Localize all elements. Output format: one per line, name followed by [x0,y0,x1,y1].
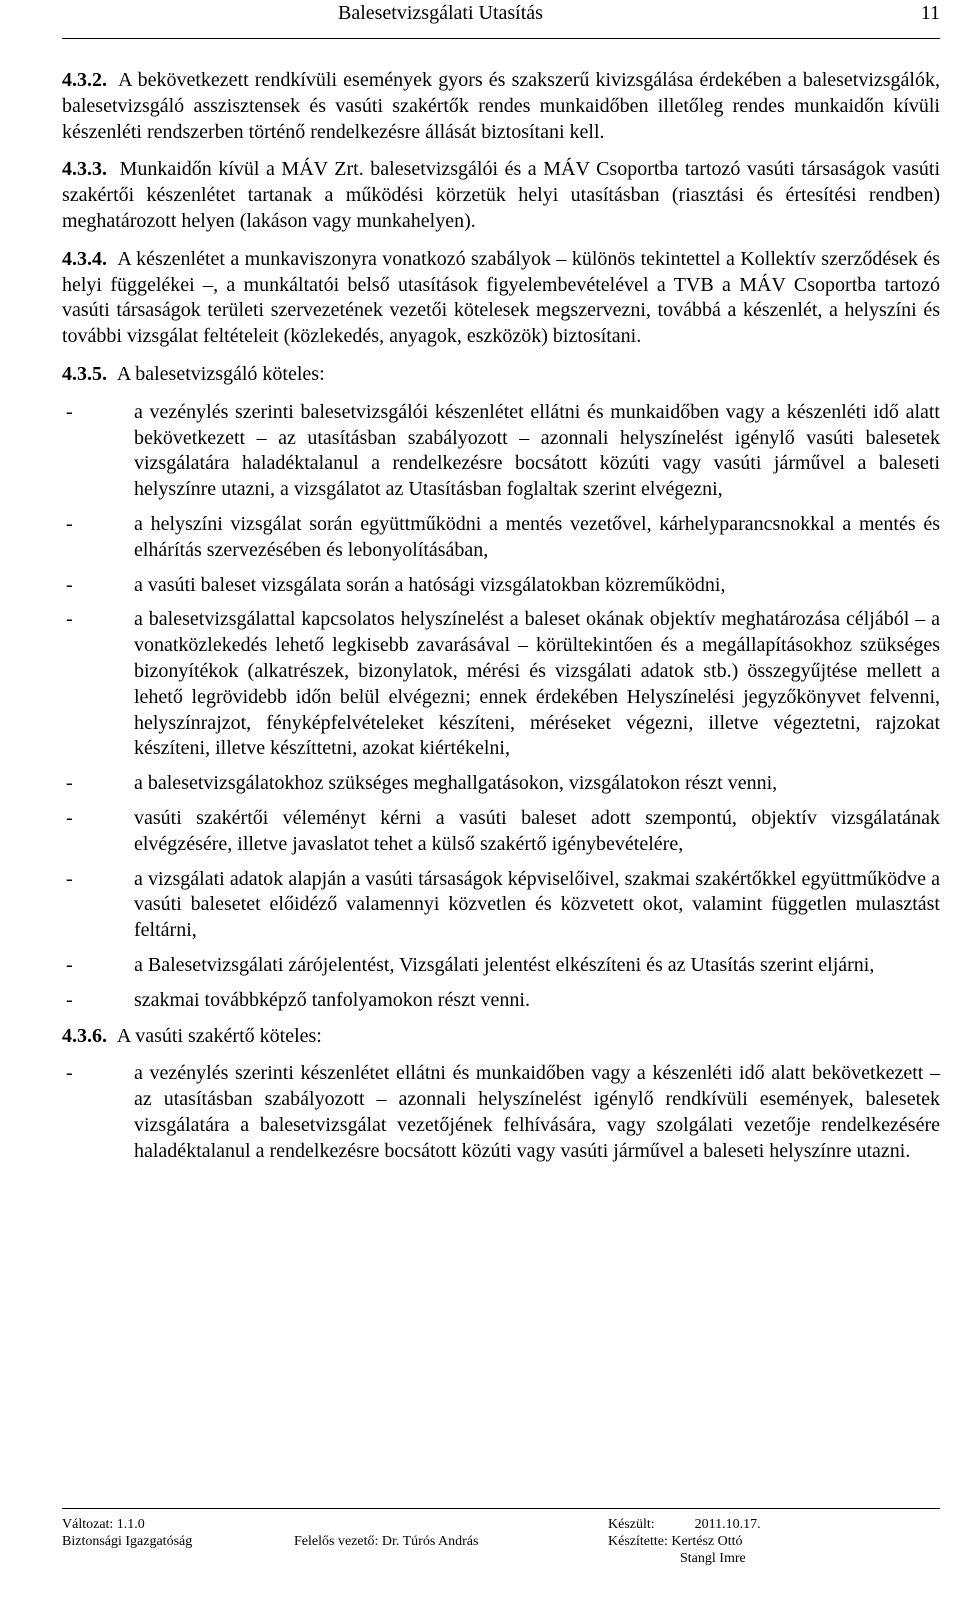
dash-bullet: - [66,867,73,890]
section-number: 4.3.5. [62,362,107,385]
author-label: Készítette: Kertész Ottó [608,1534,743,1549]
list-item-text: a vezénylés szerinti készenlétet ellátni és munkaidőben vagy a készenléti idő alatt bekövetkezett – az utasításban szabályozott – azonnali helyszínelést igénylő rendkívüli események, balesetek vizsgálatára a balesetvizsgálat vezetőjének felhívására, vagy szolgálati vezetője rendelkezésére haladéktalanul a rendelkezésre bocsátott közúti vagy vasúti járművel a baleseti helyszínre utazni. [134,1062,940,1162]
list-item [62,512,940,564]
version-label: Változat: 1.1.0 [62,1517,145,1532]
author-second: Stangl Imre [680,1551,746,1566]
responsible-person: Felelős vezető: Dr. Túrós András [294,1534,479,1549]
created-date: 2011.10.17. [694,1517,761,1532]
department-name: Biztonsági Igazgatóság [62,1534,193,1549]
duties-list-vasuti-szakerto [62,1061,940,1164]
footer-left [62,1516,192,1550]
duties-list-balesetvizsgalo [62,400,940,1014]
list-item-text: a balesetvizsgálattal kapcsolatos helyszínelést a baleset okának objektív meghatározása céljából – a vonatközlekedés lehető legkisebb zavarásával – körültekintően és a megállapításokhoz szükséges bizonyítékok (alkatrészek, bizonylatok, mérési és vizsgálati adatok stb.) összegyűjtése mellett a lehető legrövidebb időn belül elvégezni; ennek érdekében Helyszínelési jegyzőkönyvet felvenni, helyszínrajzot, fényképfelvételeket készíteni, méréseket végezni, illetve végeztetni, rajzokat készíteni, illetve készíttetni, azokat kiértékelni, [134,608,940,760]
document-body [62,68,940,1174]
section-4-3-5 [62,362,940,388]
dash-bullet: - [66,573,73,596]
section-text: Munkaidőn kívül a MÁV Zrt. balesetvizsgálói és a MÁV Csoportba tartozó vasúti társaságok vasúti szakértői készenlétet tartanak a működési körzetük helyi utasításban (riasztási és értesítési rendben) meghatározott helyen (lakáson vagy munkahelyen). [62,158,941,232]
list-item-text: a vizsgálati adatok alapján a vasúti társaságok képviselőivel, szakmai szakértőkkel együttműködve a vasúti balesetet előidéző valamennyi közvetlen és közvetett okot, valamint független mulasztást feltárni, [134,867,940,942]
section-number: 4.3.4. [62,247,107,270]
section-number: 4.3.6. [62,1024,107,1047]
section-text: A balesetvizsgáló köteles: [116,362,325,385]
section-text: A bekövetkezett rendkívüli események gyors és szakszerű kivizsgálása érdekében a balesetvizsgálók, balesetvizsgáló asszisztensek és vasúti szakértők rendes munkaidőben illetőleg rendes munkaidőn kívüli készenléti rendszerben történő rendelkezésre állását biztosítani kell. [62,69,940,143]
footer-center [294,1533,478,1550]
list-item-text: a helyszíni vizsgálat során együttműködni a mentés vezetővel, kárhelyparancsnokkal a mentés és elhárítás szervezésében és lebonyolításában, [134,512,940,561]
list-item [62,806,940,858]
dash-bullet: - [66,988,73,1011]
dash-bullet: - [66,512,73,535]
section-4-3-2 [62,68,940,145]
document-title: Balesetvizsgálati Utasítás [338,2,543,24]
list-item-text: a vasúti baleset vizsgálata során a hatósági vizsgálatokban közreműködni, [134,573,726,596]
list-item-text: szakmai továbbképző tanfolyamokon részt venni. [134,988,530,1011]
list-item [62,953,940,979]
created-row [608,1516,761,1533]
section-4-3-6 [62,1024,940,1050]
dash-bullet: - [66,806,73,829]
dash-bullet: - [66,1062,73,1085]
list-item-text: a vezénylés szerinti balesetvizsgálói készenlétet ellátni és munkaidőben vagy a készenléti idő alatt bekövetkezett – az utasításban szabályozott – azonnali helyszínelést igénylő vasúti balesetek vizsgálatára haladéktalanul a rendelkezésre bocsátott közúti vagy vasúti járművel a baleseti helyszínre utazni, a vizsgálatot az Utasításban foglaltak szerint elvégezni, [134,400,940,501]
dash-bullet: - [66,400,73,423]
list-item-text: vasúti szakértői véleményt kérni a vasúti baleset adott szempontú, objektív vizsgálatának elvégzésére, illetve javaslatot tehet a külső szakértő igénybevételére, [134,806,940,855]
dash-bullet: - [66,608,73,631]
list-item [62,771,940,797]
section-4-3-3 [62,157,940,234]
list-item-text: a balesetvizsgálatokhoz szükséges meghallgatásokon, vizsgálatokon részt venni, [134,772,778,795]
dash-bullet: - [66,953,73,976]
list-item [62,988,940,1014]
list-item [62,1061,940,1164]
list-item [62,867,940,944]
header-divider [62,38,940,39]
section-number: 4.3.2. [62,69,107,91]
list-item [62,573,940,599]
section-text: A vasúti szakértő köteles: [116,1024,322,1047]
section-text: A készenlétet a munkaviszonyra vonatkozó szabályok – különös tekintettel a Kollektív szerződések és helyi függelékei –, a munkáltatói belső utasítások figyelembevételével a TVB a MÁV Csoportba tartozó vasúti társaságok területi szervezetének vezetői kötelesek megszervezni, továbbá a készenlét, a helyszíni és további vizsgálat feltételeit (közlekedés, anyagok, eszközök) biztosítani. [62,247,940,348]
footer-right [608,1516,761,1567]
dash-bullet: - [66,772,73,795]
list-item [62,400,940,503]
section-number: 4.3.3. [62,158,107,181]
section-4-3-4 [62,247,940,350]
page-number: 11 [920,2,940,24]
footer-divider [62,1508,940,1509]
created-label: Készült: [608,1517,655,1532]
list-item [62,607,940,762]
list-item-text: a Balesetvizsgálati zárójelentést, Vizsgálati jelentést elkészíteni és az Utasítás szerint eljárni, [134,953,875,976]
